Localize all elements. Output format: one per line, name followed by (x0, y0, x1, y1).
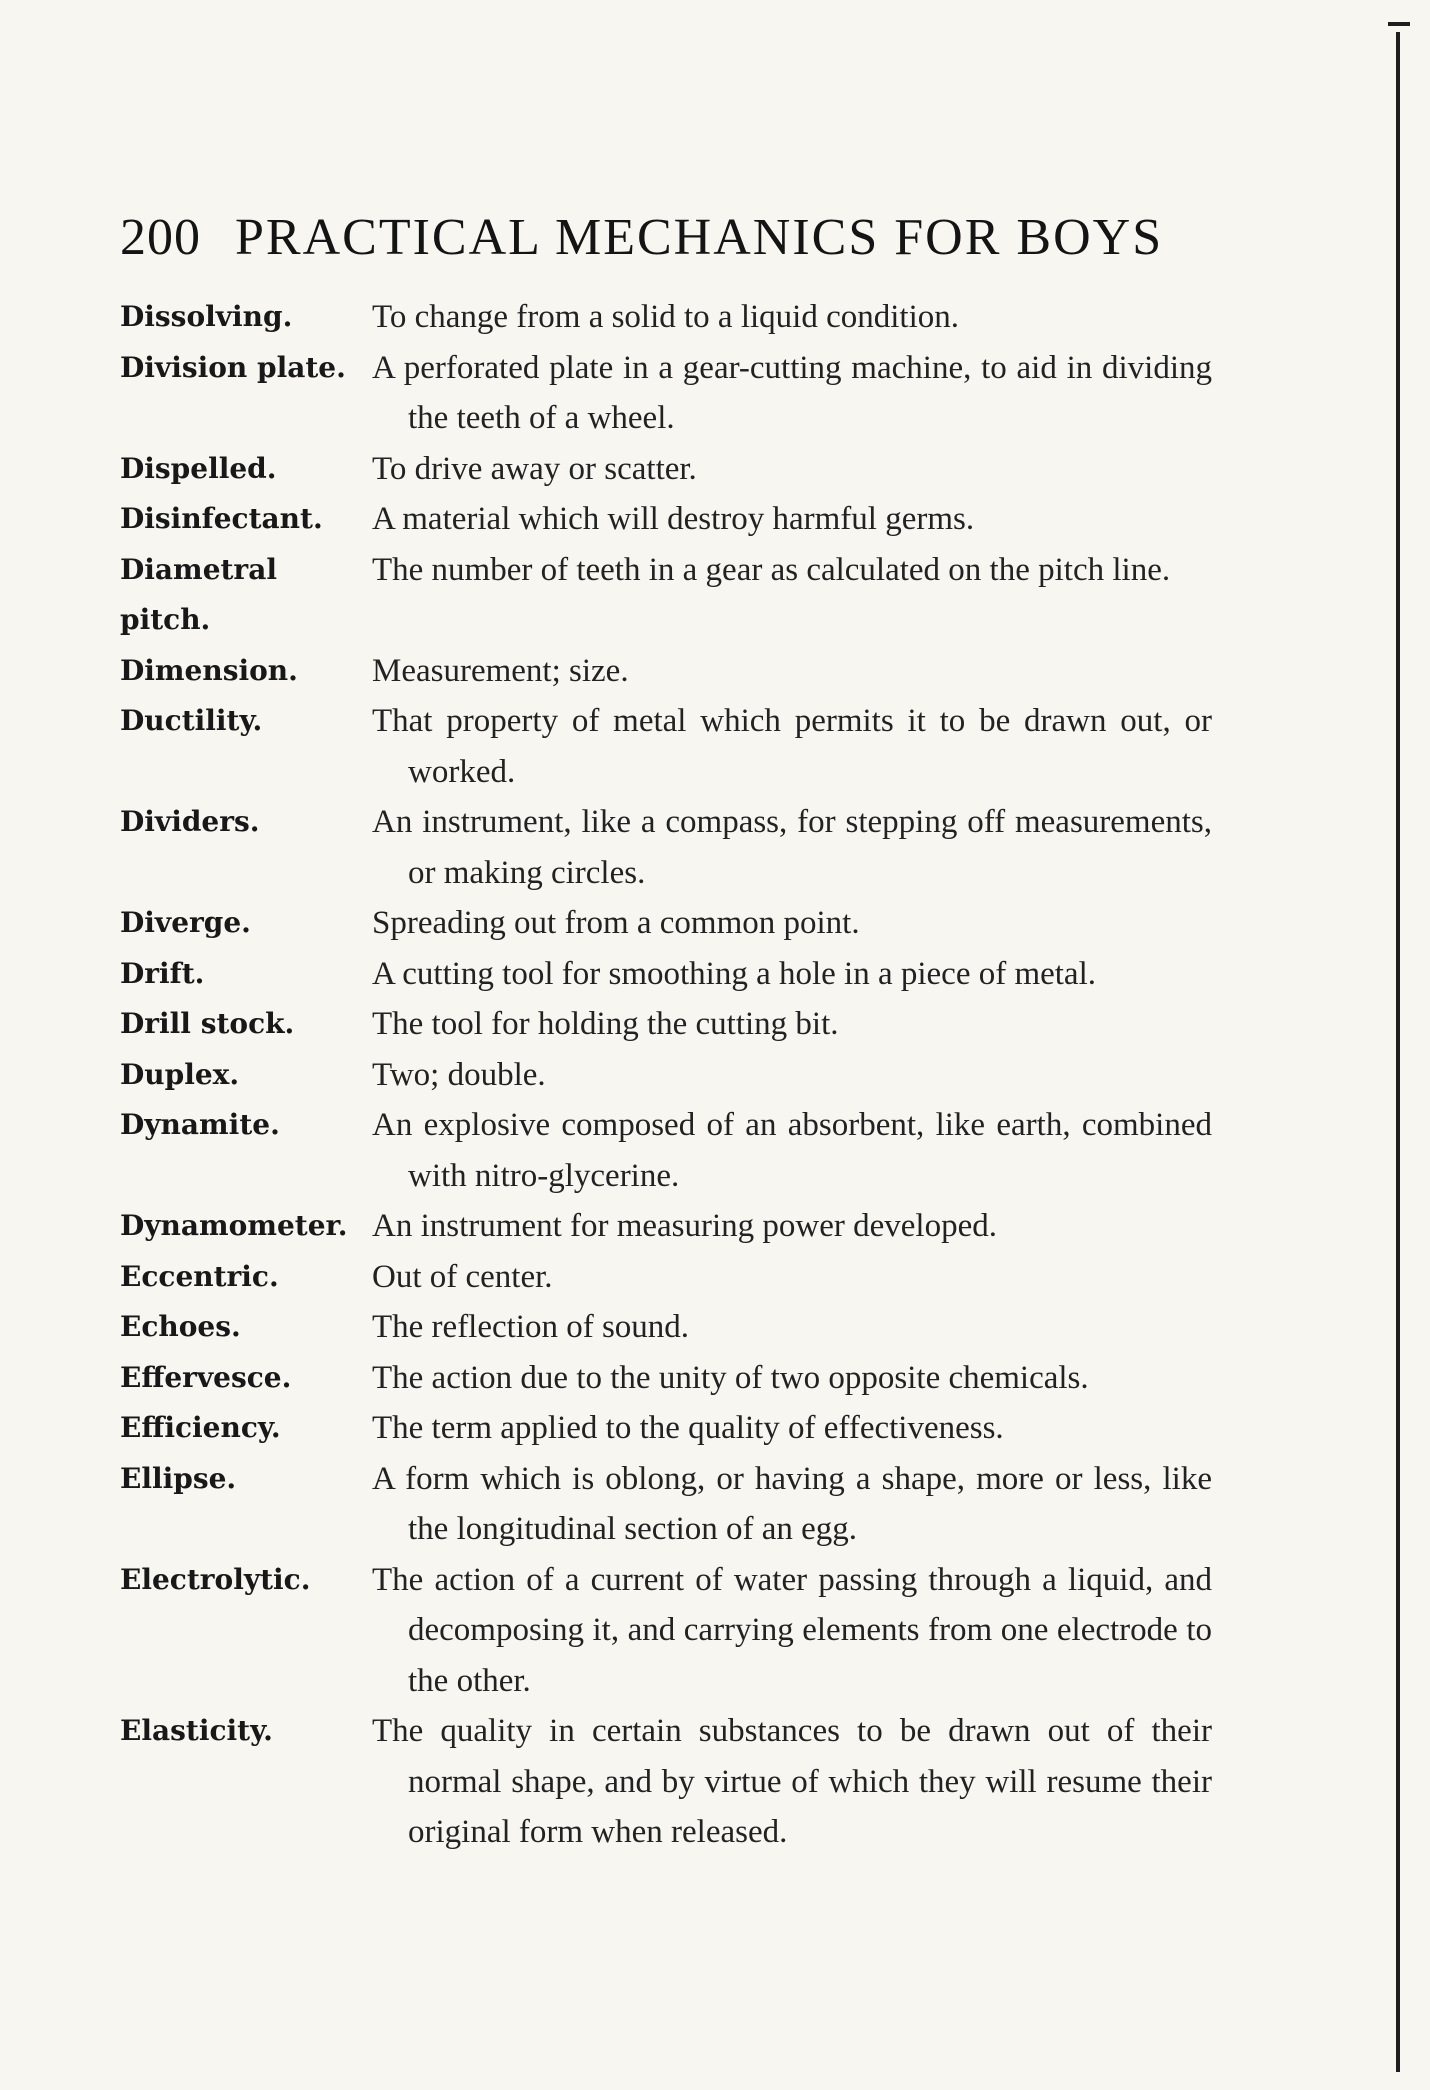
glossary-definition: The reflection of sound. (372, 1309, 690, 1345)
glossary-entry (120, 1353, 1220, 1404)
glossary-definition: An instrument for measuring power developed. (372, 1208, 998, 1244)
glossary-term: Duplex. (120, 1057, 240, 1091)
glossary-term: Drift. (120, 956, 205, 990)
glossary-definition: Spreading out from a common point. (372, 905, 860, 941)
glossary-entry (120, 1201, 1220, 1252)
glossary-term: Effervesce. (120, 1360, 292, 1394)
glossary-term: Dynamometer. (120, 1209, 348, 1242)
glossary-entry (120, 1403, 1220, 1454)
page-number: 200 (120, 209, 201, 266)
glossary-term: Ellipse. (120, 1461, 237, 1495)
glossary-definition: A cutting tool for smoothing a hole in a piece of metal. (372, 955, 1097, 992)
glossary-term: Division plate. (120, 350, 346, 384)
glossary-definition: Measurement; size. (372, 652, 629, 689)
glossary-term: Eccentric. (120, 1259, 279, 1293)
glossary-entry (120, 1706, 1220, 1858)
glossary-list (120, 292, 1220, 1858)
glossary-definition: To change from a solid to a liquid condition. (372, 299, 959, 335)
glossary-entry (120, 1454, 1220, 1555)
glossary-definition: To drive away or scatter. (372, 450, 697, 487)
glossary-definition: An instrument, like a compass, for stepping off measurements, or making circles. (372, 804, 1212, 891)
glossary-term: Echoes. (120, 1310, 241, 1343)
glossary-term: Dimension. (120, 653, 298, 687)
glossary-term: Dynamite. (120, 1108, 280, 1141)
glossary-term: Diametral pitch. (120, 552, 277, 636)
glossary-term: Dividers. (120, 805, 260, 838)
glossary-term: Diverge. (120, 906, 251, 939)
glossary-definition: The term applied to the quality of effectiveness. (372, 1410, 1004, 1446)
glossary-term: Electrolytic. (120, 1562, 311, 1596)
glossary-definition: The number of teeth in a gear as calculated on the pitch line. (372, 551, 1171, 588)
glossary-term: Elasticity. (120, 1714, 273, 1747)
glossary-entry (120, 292, 1220, 343)
glossary-term: Dispelled. (120, 451, 277, 485)
glossary-term: Drill stock. (120, 1007, 295, 1040)
glossary-entry (120, 999, 1220, 1050)
glossary-term: Disinfectant. (120, 502, 323, 535)
glossary-definition: An explosive composed of an absorbent, like earth, combined with nitro-glycerine. (372, 1107, 1212, 1194)
page-edge-tick (1388, 22, 1410, 26)
glossary-definition: A perforated plate in a gear-cutting machine, to aid in dividing the teeth of a wheel. (372, 349, 1212, 436)
glossary-entry (120, 545, 1220, 646)
glossary-entry (120, 646, 1220, 697)
glossary-entry (120, 898, 1220, 949)
glossary-entry (120, 444, 1220, 495)
glossary-term: Efficiency. (120, 1411, 281, 1444)
glossary-entry (120, 1100, 1220, 1201)
glossary-definition: The action due to the unity of two opposite chemicals. (372, 1359, 1089, 1396)
glossary-definition: That property of metal which permits it to be drawn out, or worked. (372, 703, 1212, 790)
glossary-definition: The quality in certain substances to be drawn out of their normal shape, and by virtue of which they will resume their original form when released. (372, 1713, 1212, 1850)
glossary-entry (120, 343, 1220, 444)
glossary-entry (120, 1555, 1220, 1707)
glossary-definition: The tool for holding the cutting bit. (372, 1006, 839, 1042)
glossary-definition: Two; double. (372, 1056, 546, 1093)
page-edge-line (1396, 32, 1400, 2072)
glossary-definition: The action of a current of water passing through a liquid, and decomposing it, and carrying elements from one electrode to the other. (372, 1561, 1212, 1699)
glossary-entry (120, 797, 1220, 898)
glossary-entry (120, 696, 1220, 797)
glossary-entry (120, 1302, 1220, 1353)
glossary-definition: A form which is oblong, or having a shape, more or less, like the longitudinal section of an egg. (372, 1460, 1212, 1547)
glossary-entry (120, 1252, 1220, 1303)
running-title: PRACTICAL MECHANICS FOR BOYS (235, 209, 1164, 266)
page-header (120, 208, 1180, 267)
glossary-entry (120, 1050, 1220, 1101)
glossary-term: Dissolving. (120, 300, 293, 333)
glossary-term: Ductility. (120, 704, 263, 737)
glossary-entry (120, 949, 1220, 1000)
glossary-entry (120, 494, 1220, 545)
glossary-definition: Out of center. (372, 1258, 553, 1295)
glossary-definition: A material which will destroy harmful germs. (372, 501, 975, 537)
